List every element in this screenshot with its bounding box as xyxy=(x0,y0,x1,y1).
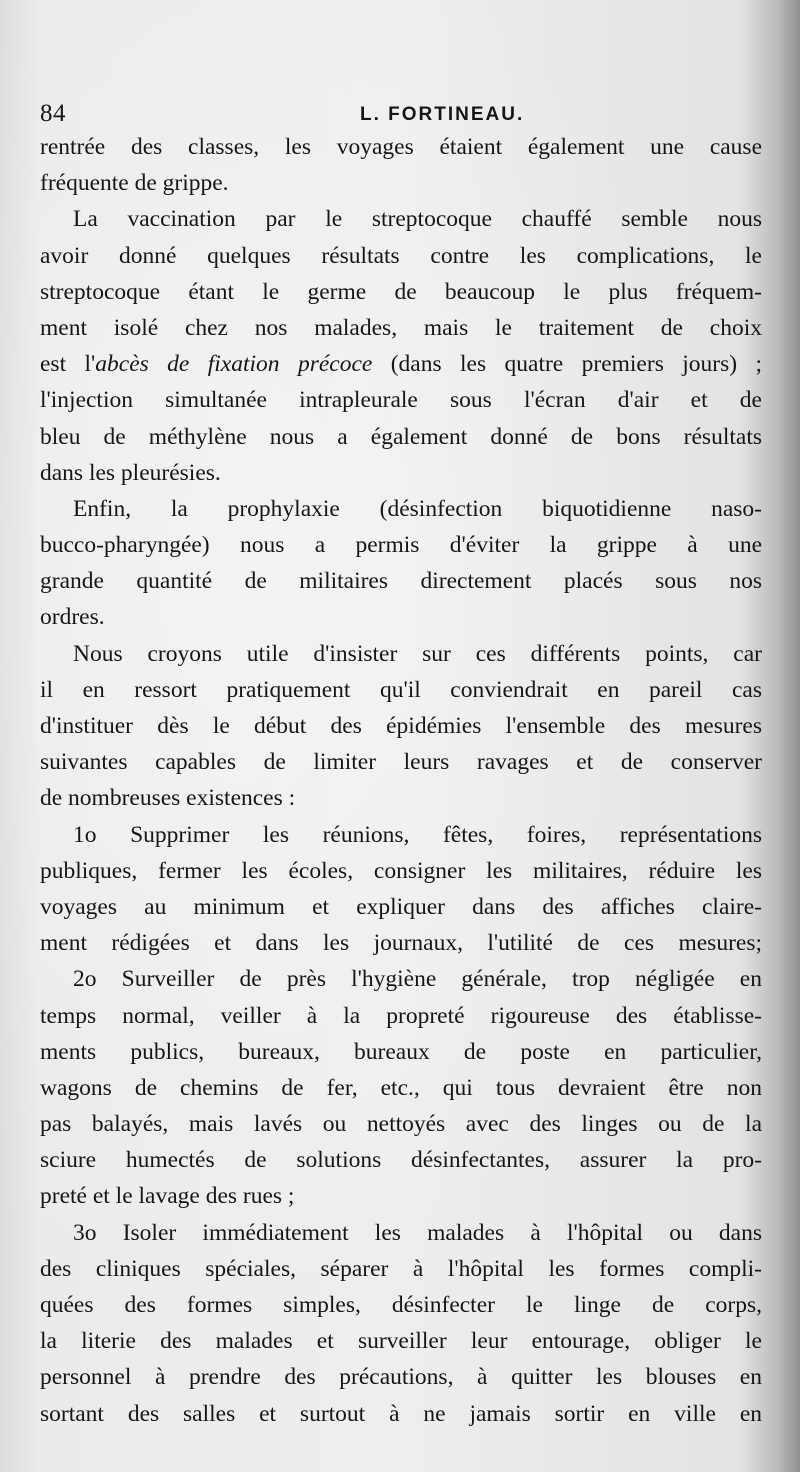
text-line: Nous croyons utile d'insister sur ces différents points, car xyxy=(73,640,762,667)
text-line: sciure humectés de solutions désinfectantes, assurer la pro- xyxy=(40,1147,762,1174)
text-line: streptocoque étant le germe de beaucoup le plus fréquem- xyxy=(40,278,762,305)
italic-phrase: abcès de fixation précoce xyxy=(95,351,373,378)
body-text xyxy=(40,129,762,1432)
text-line: 3o Isoler immédiatement les malades à l'hôpital ou dans xyxy=(73,1219,762,1246)
text-line: avoir donné quelques résultats contre les complications, le xyxy=(40,242,762,269)
text-line: preté et le lavage des rues ; xyxy=(40,1183,295,1210)
text-segment: (dans les quatre premiers jours) ; xyxy=(372,351,762,378)
text-line: ment rédigées et dans les journaux, l'utilité de ces mesures; xyxy=(40,930,762,957)
text-line: wagons de chemins de fer, etc., qui tous devraient être non xyxy=(40,1074,762,1101)
text-line: l'injection simultanée intrapleurale sous l'écran d'air et de xyxy=(40,387,762,414)
text-line: suivantes capables de limiter leurs ravages et de conserver xyxy=(40,749,762,776)
text-line: La vaccination par le streptocoque chauffé semble nous xyxy=(73,206,762,233)
text-line: grande quantité de militaires directement placés sous nos xyxy=(40,568,762,595)
text-line: dans les pleurésies. xyxy=(40,459,221,486)
text-line: ordres. xyxy=(40,604,105,631)
text-line: de nombreuses existences : xyxy=(40,785,296,812)
text-line: ment isolé chez nos malades, mais le traitement de choix xyxy=(40,314,762,341)
text-line: 1o Supprimer les réunions, fêtes, foires, représentations xyxy=(73,821,762,848)
text-line-with-italic xyxy=(40,346,762,382)
text-line: sortant des salles et surtout à ne jamais sortir en ville en xyxy=(40,1400,762,1427)
text-line: 2o Surveiller de près l'hygiène générale, trop négligée en xyxy=(73,966,762,993)
text-line: des cliniques spéciales, séparer à l'hôpital les formes compli- xyxy=(40,1255,762,1282)
text-line: temps normal, veiller à la propreté rigoureuse des établisse- xyxy=(40,1002,762,1029)
text-line: fréquente de grippe. xyxy=(40,170,229,197)
text-line: rentrée des classes, les voyages étaient également une cause xyxy=(40,134,762,160)
text-line: publiques, fermer les écoles, consigner les militaires, réduire les xyxy=(40,857,762,884)
text-line: voyages au minimum et expliquer dans des affiches claire- xyxy=(40,893,762,920)
text-line: la literie des malades et surveiller leur entourage, obliger le xyxy=(40,1328,762,1355)
running-head: L. FORTINEAU. xyxy=(360,104,525,125)
page-number: 84 xyxy=(40,100,66,127)
text-segment: est l' xyxy=(40,351,96,378)
text-line: quées des formes simples, désinfecter le linge de corps, xyxy=(40,1292,762,1318)
text-line: ments publics, bureaux, bureaux de poste en particulier, xyxy=(40,1038,762,1065)
text-line: bucco-pharyngée) nous a permis d'éviter la grippe à une xyxy=(40,532,762,559)
text-line: Enfin, la prophylaxie (désinfection biquotidienne naso- xyxy=(73,495,762,522)
text-line: bleu de méthylène nous a également donné de bons résultats xyxy=(40,423,762,450)
text-line: pas balayés, mais lavés ou nettoyés avec des linges ou de la xyxy=(40,1111,762,1138)
text-line: personnel à prendre des précautions, à quitter les blouses en xyxy=(40,1364,762,1391)
text-line: il en ressort pratiquement qu'il conviendrait en pareil cas xyxy=(40,676,762,703)
text-line: d'instituer dès le début des épidémies l'ensemble des mesures xyxy=(40,713,762,739)
